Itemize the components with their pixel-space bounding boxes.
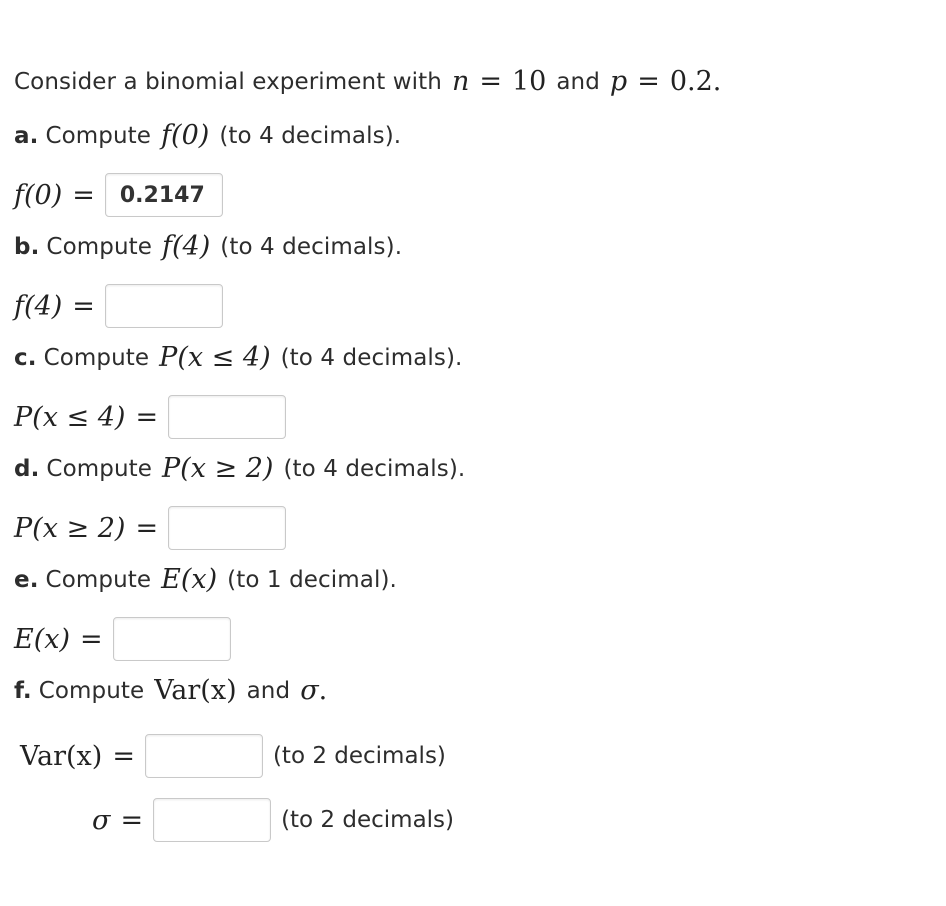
part-f-prompt [14, 675, 327, 706]
p-value: 0.2 [669, 66, 713, 97]
variance-answer-row [20, 734, 446, 778]
sigma-answer-row [92, 798, 454, 842]
part-b-lhs: f(4) [14, 290, 63, 322]
part-a-compute: Compute [45, 122, 152, 149]
part-d-expr: P(x ≥ 2) [162, 453, 274, 484]
part-a-label: a. [14, 122, 39, 149]
part-e-instruction: (to 1 decimal). [227, 566, 397, 593]
part-d-answer-row [14, 506, 286, 550]
n-value: 10 [511, 66, 547, 97]
part-e-label: e. [14, 566, 39, 593]
sigma-answer-input[interactable] [153, 798, 271, 842]
variance-suffix: (to 2 decimals) [272, 743, 446, 769]
part-e-lhs: E(x) [14, 623, 71, 655]
part-b-prompt [14, 231, 402, 262]
part-f-compute: Compute [38, 677, 145, 704]
part-c-expr: P(x ≤ 4) [159, 342, 271, 373]
n-equals: = [479, 66, 502, 97]
p-symbol: p [609, 66, 628, 97]
part-d-prompt [14, 453, 465, 484]
n-symbol: n [451, 66, 470, 97]
part-f-and: and [246, 677, 291, 704]
part-c-compute: Compute [43, 344, 150, 371]
part-c-lhs: P(x ≤ 4) [14, 401, 126, 433]
part-b-equals: = [72, 290, 95, 322]
part-a-prompt [14, 120, 401, 151]
part-a-equals: = [72, 179, 95, 211]
part-a-expr: f(0) [161, 120, 210, 151]
sigma-equals: = [120, 804, 144, 836]
part-d-answer-input[interactable] [168, 506, 286, 550]
sigma-lhs: σ [92, 804, 111, 836]
part-a-answer-row [14, 173, 223, 217]
part-c-label: c. [14, 344, 37, 371]
part-d-lhs: P(x ≥ 2) [14, 512, 126, 544]
part-b-label: b. [14, 233, 40, 260]
part-e-prompt [14, 564, 397, 595]
part-a-answer-input[interactable] [105, 173, 223, 217]
variance-answer-input[interactable] [145, 734, 263, 778]
part-e-equals: = [80, 623, 103, 655]
problem-statement [14, 66, 721, 97]
intro-and: and [556, 68, 600, 95]
variance-lhs: Var(x) [20, 740, 103, 772]
part-d-compute: Compute [46, 455, 152, 482]
part-e-answer-row [14, 617, 231, 661]
part-b-expr: f(4) [162, 231, 211, 262]
part-f-period: . [318, 675, 328, 706]
p-equals: = [637, 66, 660, 97]
part-e-compute: Compute [45, 566, 152, 593]
intro-period: . [712, 66, 722, 97]
part-e-answer-input[interactable] [113, 617, 231, 661]
part-f-sigma: σ [300, 675, 319, 706]
part-a-lhs: f(0) [14, 179, 63, 211]
part-c-instruction: (to 4 decimals). [280, 344, 463, 371]
part-d-instruction: (to 4 decimals). [283, 455, 466, 482]
part-e-expr: E(x) [161, 564, 218, 595]
part-d-label: d. [14, 455, 40, 482]
part-a-instruction: (to 4 decimals). [219, 122, 402, 149]
sigma-suffix: (to 2 decimals) [281, 807, 455, 833]
variance-equals: = [112, 740, 135, 772]
part-b-instruction: (to 4 decimals). [220, 233, 403, 260]
part-c-answer-row [14, 395, 286, 439]
part-f-expr: Var(x) [154, 675, 237, 706]
part-c-equals: = [135, 401, 159, 433]
part-c-answer-input[interactable] [168, 395, 286, 439]
part-b-answer-input[interactable] [105, 284, 223, 328]
part-b-answer-row [14, 284, 223, 328]
part-c-prompt [14, 342, 462, 373]
intro-text: Consider a binomial experiment with [14, 68, 442, 95]
part-d-equals: = [135, 512, 159, 544]
part-f-label: f. [14, 677, 32, 704]
part-b-compute: Compute [46, 233, 152, 260]
